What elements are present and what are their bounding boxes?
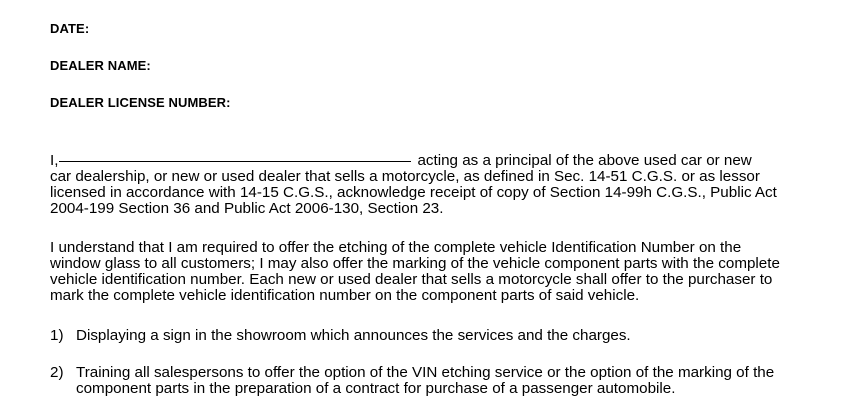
list-item-text: Displaying a sign in the showroom which announces the services and the charges. <box>76 327 631 344</box>
understand-line-2: window glass to all customers; I may also offer the marking of the vehicle component parts with the complete <box>50 255 780 272</box>
principal-name-blank[interactable] <box>59 160 411 162</box>
date-label: DATE: <box>50 21 90 36</box>
ack-line-1-text: acting as a principal of the above used car or new <box>417 152 752 169</box>
dealer-license-number-label: DEALER LICENSE NUMBER: <box>50 95 231 110</box>
list-item-text-continued: component parts in the preparation of a contract for purchase of a passenger automobile. <box>76 380 676 397</box>
list-item-number: 1) <box>50 327 64 344</box>
ack-line-4: 2004-199 Section 36 and Public Act 2006-130, Section 23. <box>50 200 444 217</box>
understanding-paragraph <box>50 240 810 304</box>
ack-prefix: I, <box>50 152 59 169</box>
understand-line-3: vehicle identification number. Each new or used dealer that sells a motorcycle shall offer to the purchaser to <box>50 271 773 288</box>
list-item-text: Training all salespersons to offer the option of the VIN etching service or the option of the marking of the <box>76 364 775 381</box>
ack-line-2: car dealership, or new or used dealer that sells a motorcycle, as defined in Sec. 14-51 C.G.S. or as lessor <box>50 168 760 185</box>
understand-line-1: I understand that I am required to offer the etching of the complete vehicle Identification Number on the <box>50 239 742 256</box>
list-item <box>50 328 810 344</box>
list-item-number: 2) <box>50 364 64 381</box>
understand-line-4: mark the complete vehicle identification number on the component parts of said vehicle. <box>50 287 640 304</box>
ack-line-1 <box>50 153 810 169</box>
dealer-name-label: DEALER NAME: <box>50 58 151 73</box>
acknowledgement-paragraph <box>50 153 810 217</box>
ack-line-3: licensed in accordance with 14-15 C.G.S., acknowledge receipt of copy of Section 14-99h C.G.S., Public Act <box>50 184 777 201</box>
list-item <box>50 365 810 397</box>
